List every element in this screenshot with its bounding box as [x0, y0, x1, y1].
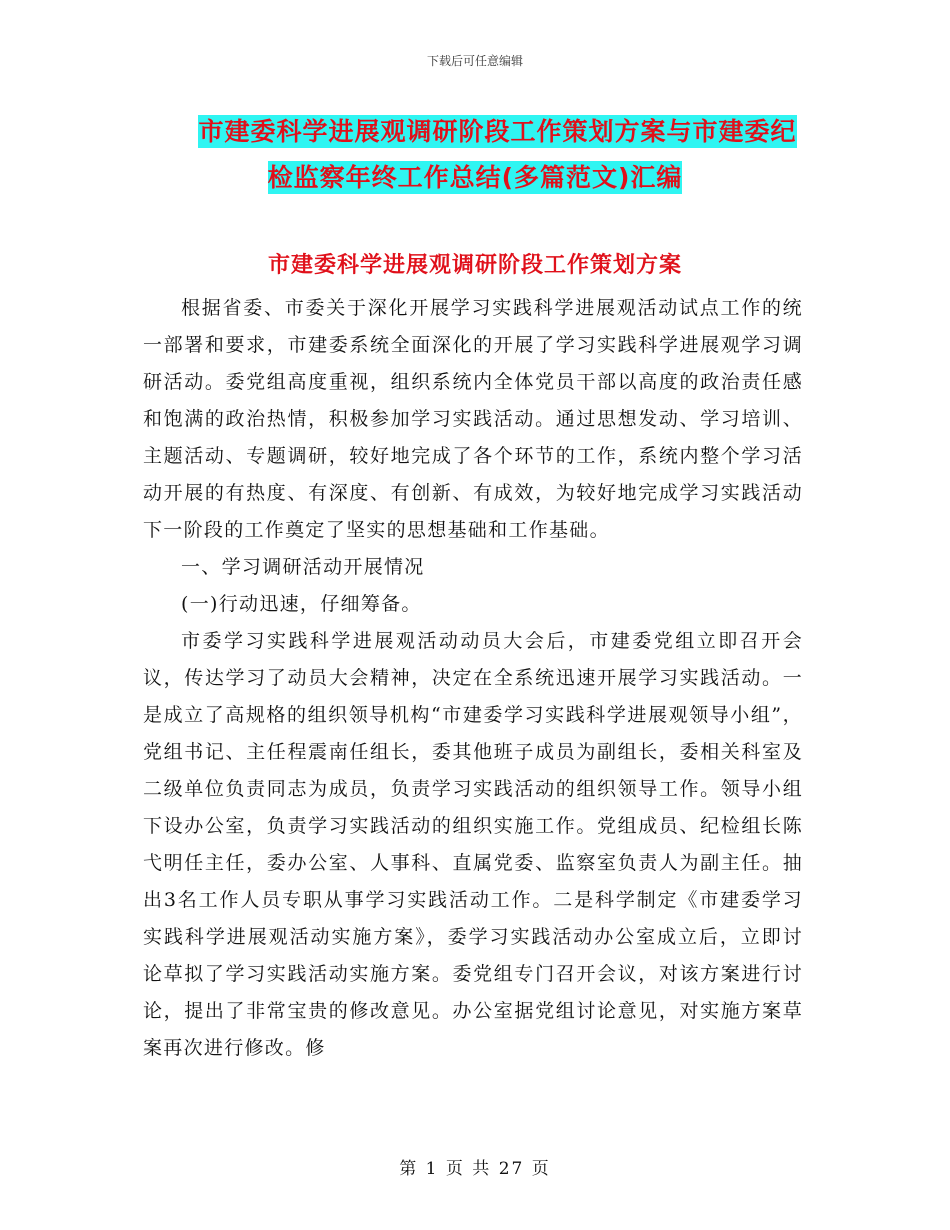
document-title-line-1	[0, 112, 950, 148]
heading-level-2: (一)行动迅速，仔细筹备。	[181, 593, 422, 615]
title-line-2-text: 检监察年终工作总结(多篇范文)汇编	[267, 163, 683, 192]
page-footer: 第 1 页 共 27 页	[399, 1159, 551, 1179]
document-body	[143, 290, 803, 1067]
paragraph-intro: 根据省委、市委关于深化开展学习实践科学进展观活动试点工作的统一部署和要求，市建委系统全面深化的开展了学习实践科学进展观学习调研活动。委党组高度重视，组织系统内全体党员干部以高度的政治责任感和饱满的政治热情，积极参加学习实践活动。通过思想发动、学习培训、主题活动、专题调研，较好地完成了各个环节的工作，系统内整个学习活动开展的有热度、有深度、有创新、有成效，为较好地完成学习实践活动下一阶段的工作奠定了坚实的思想基础和工作基础。	[143, 297, 803, 541]
section-title: 市建委科学进展观调研阶段工作策划方案	[267, 253, 682, 278]
document-title-line-2	[0, 158, 950, 194]
heading-level-1: 一、学习调研活动开展情况	[181, 556, 425, 578]
title-line-1-text: 市建委科学进展观调研阶段工作策划方案与市建委纪	[198, 117, 797, 146]
header-note: 下载后可任意编辑	[426, 54, 523, 68]
paragraph-body: 市委学习实践科学进展观活动动员大会后，市建委党组立即召开会议，传达学习了动员大会精神，决定在全系统迅速开展学习实践活动。一是成立了高规格的组织领导机构“市建委学习实践科学进展观领导小组”，党组书记、主任程震南任组长，委其他班子成员为副组长，委相关科室及二级单位负责同志为成员，负责学习实践活动的组织领导工作。领导小组下设办公室，负责学习实践活动的组织实施工作。党组成员、纪检组长陈弋明任主任，委办公室、人事科、直属党委、监察室负责人为副主任。抽出3名工作人员专职从事学习实践活动工作。二是科学制定《市建委学习实践科学进展观活动实施方案》，委学习实践活动办公室成立后，立即讨论草拟了学习实践活动实施方案。委党组专门召开会议，对该方案进行讨论，提出了非常宝贵的修改意见。办公室据党组讨论意见，对实施方案草案再次进行修改。修	[143, 630, 803, 1059]
